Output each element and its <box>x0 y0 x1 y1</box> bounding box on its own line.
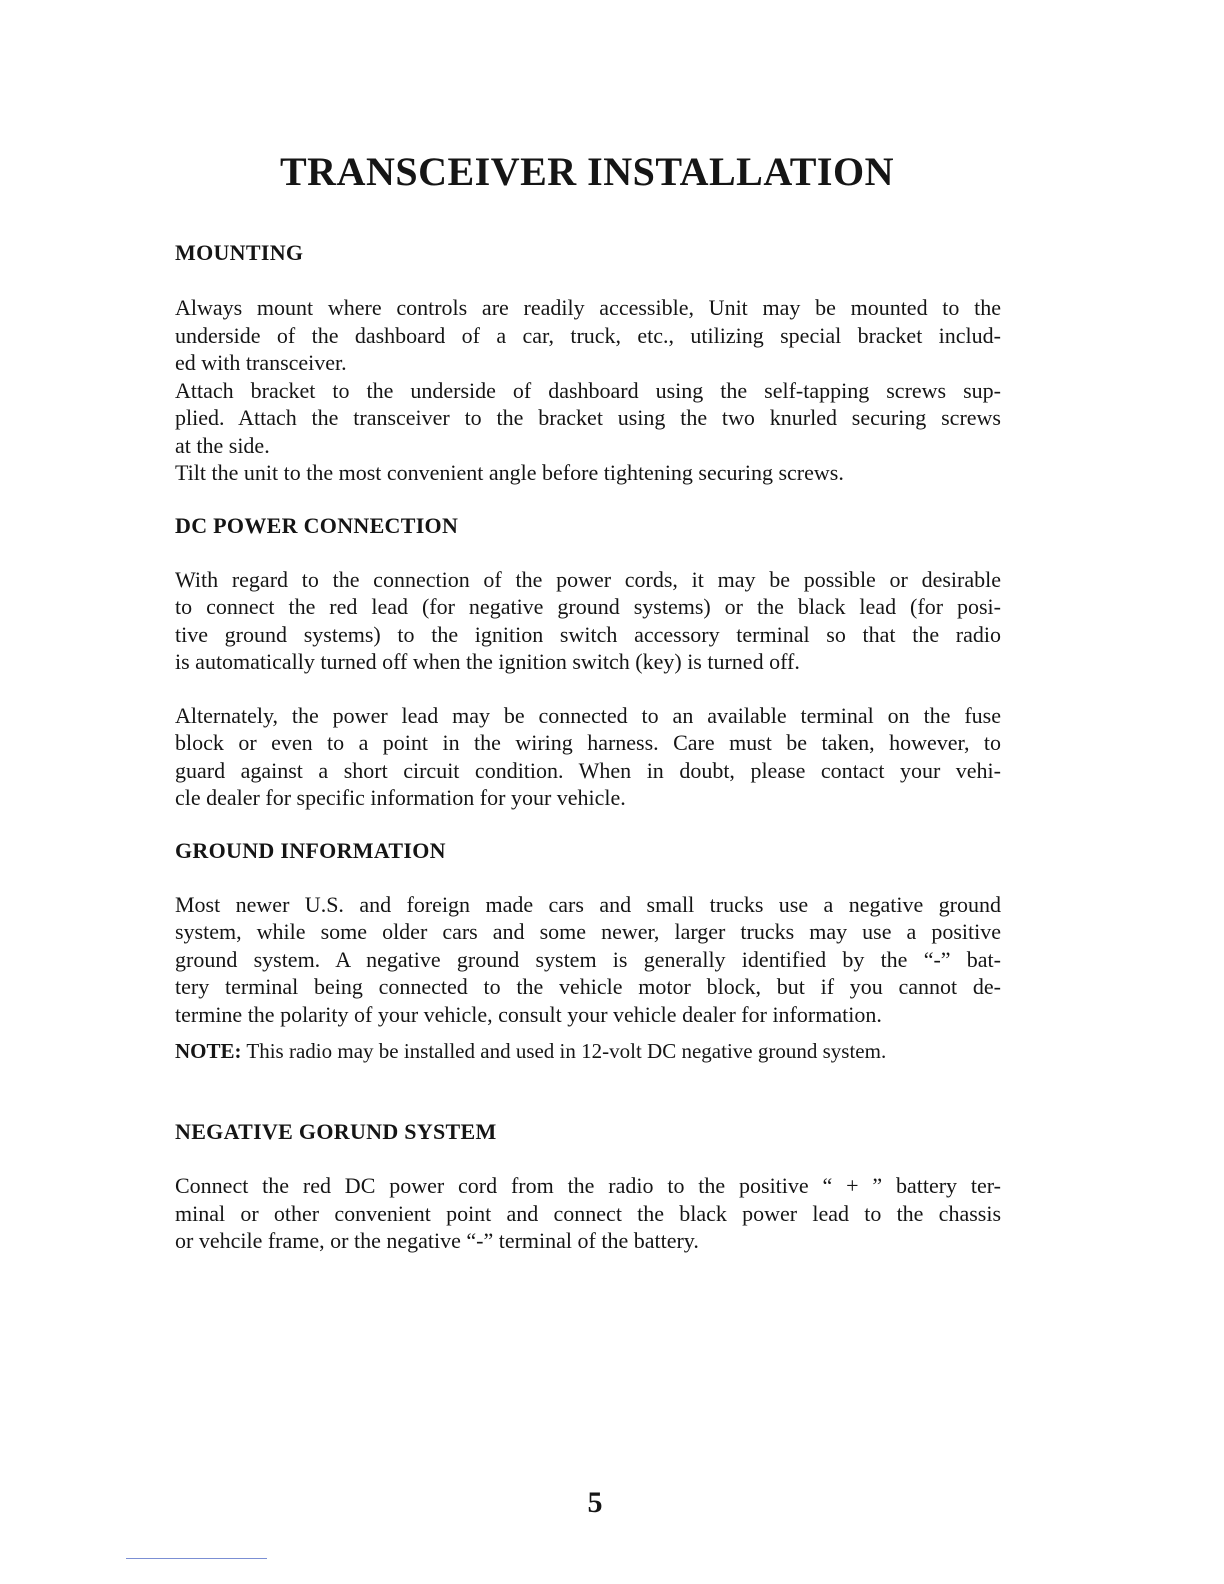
paragraph-mounting-1 <box>175 294 1001 377</box>
text-line: Attach bracket to the underside of dashboard using the self-tapping screws sup- <box>175 377 1001 403</box>
text-line: ground system. A negative ground system is generally identified by the “-” bat- <box>175 946 1001 972</box>
section-heading-ground: GROUND INFORMATION <box>175 837 446 863</box>
text-line: to connect the red lead (for negative ground systems) or the black lead (for posi- <box>175 594 1001 619</box>
text-line: plied. Attach the transceiver to the bracket using the two knurled securing screws <box>175 405 1001 430</box>
document-body <box>175 238 1001 1255</box>
text-line: Tilt the unit to the most convenient angle before tightening securing screws. <box>175 460 844 485</box>
text-line: Alternately, the power lead may be connected to an available terminal on the fuse <box>175 702 1001 728</box>
text-line: at the side. <box>175 432 270 458</box>
paragraph-mounting-2 <box>175 377 1001 460</box>
section-heading-dc-power: DC POWER CONNECTION <box>175 512 459 538</box>
paragraph-mounting-3 <box>175 459 1001 487</box>
section-heading-negative-ground: NEGATIVE GORUND SYSTEM <box>175 1119 497 1144</box>
note-label: NOTE: <box>175 1039 242 1063</box>
text-line: termine the polarity of your vehicle, consult your vehicle dealer for information. <box>175 1001 882 1027</box>
page-title: TRANSCEIVER INSTALLATION <box>280 149 894 194</box>
paragraph-ground-1 <box>175 891 1001 1029</box>
text-line: tery terminal being connected to the vehicle motor block, but if you cannot de- <box>175 974 1001 999</box>
paragraph-dc-power-2 <box>175 702 1001 812</box>
text-line: ed with transceiver. <box>175 350 347 375</box>
note <box>175 1037 1001 1065</box>
page-number: 5 <box>587 1486 603 1519</box>
text-line: tive ground systems) to the ignition switch accessory terminal so that the radio <box>175 621 1001 647</box>
text-line: system, while some older cars and some newer, larger trucks may use a positive <box>175 919 1001 944</box>
text-line: Connect the red DC power cord from the radio to the positive “ + ” battery ter- <box>175 1173 1001 1198</box>
text-line: block or even to a point in the wiring harness. Care must be taken, however, to <box>175 730 1001 755</box>
text-line: underside of the dashboard of a car, truck, etc., utilizing special bracket includ- <box>175 322 1001 348</box>
text-line: Always mount where controls are readily accessible, Unit may be mounted to the <box>175 295 1001 320</box>
text-line: guard against a short circuit condition. When in doubt, please contact your vehi- <box>175 757 1001 783</box>
paragraph-negative-ground-1 <box>175 1172 1001 1255</box>
text-line: cle dealer for specific information for your vehicle. <box>175 785 626 810</box>
paragraph-dc-power-1 <box>175 566 1001 676</box>
text-line: minal or other convenient point and connect the black power lead to the chassis <box>175 1200 1001 1226</box>
note-text: This radio may be installed and used in 12-volt DC negative ground system. <box>241 1039 887 1063</box>
text-line: or vehcile frame, or the negative “-” terminal of the battery. <box>175 1228 699 1253</box>
footer-rule <box>126 1558 267 1559</box>
text-line: is automatically turned off when the ignition switch (key) is turned off. <box>175 649 800 674</box>
text-line: With regard to the connection of the power cords, it may be possible or desirable <box>175 566 1001 592</box>
section-heading-mounting: MOUNTING <box>175 240 304 265</box>
text-line: Most newer U.S. and foreign made cars and small trucks use a negative ground <box>175 891 1001 917</box>
